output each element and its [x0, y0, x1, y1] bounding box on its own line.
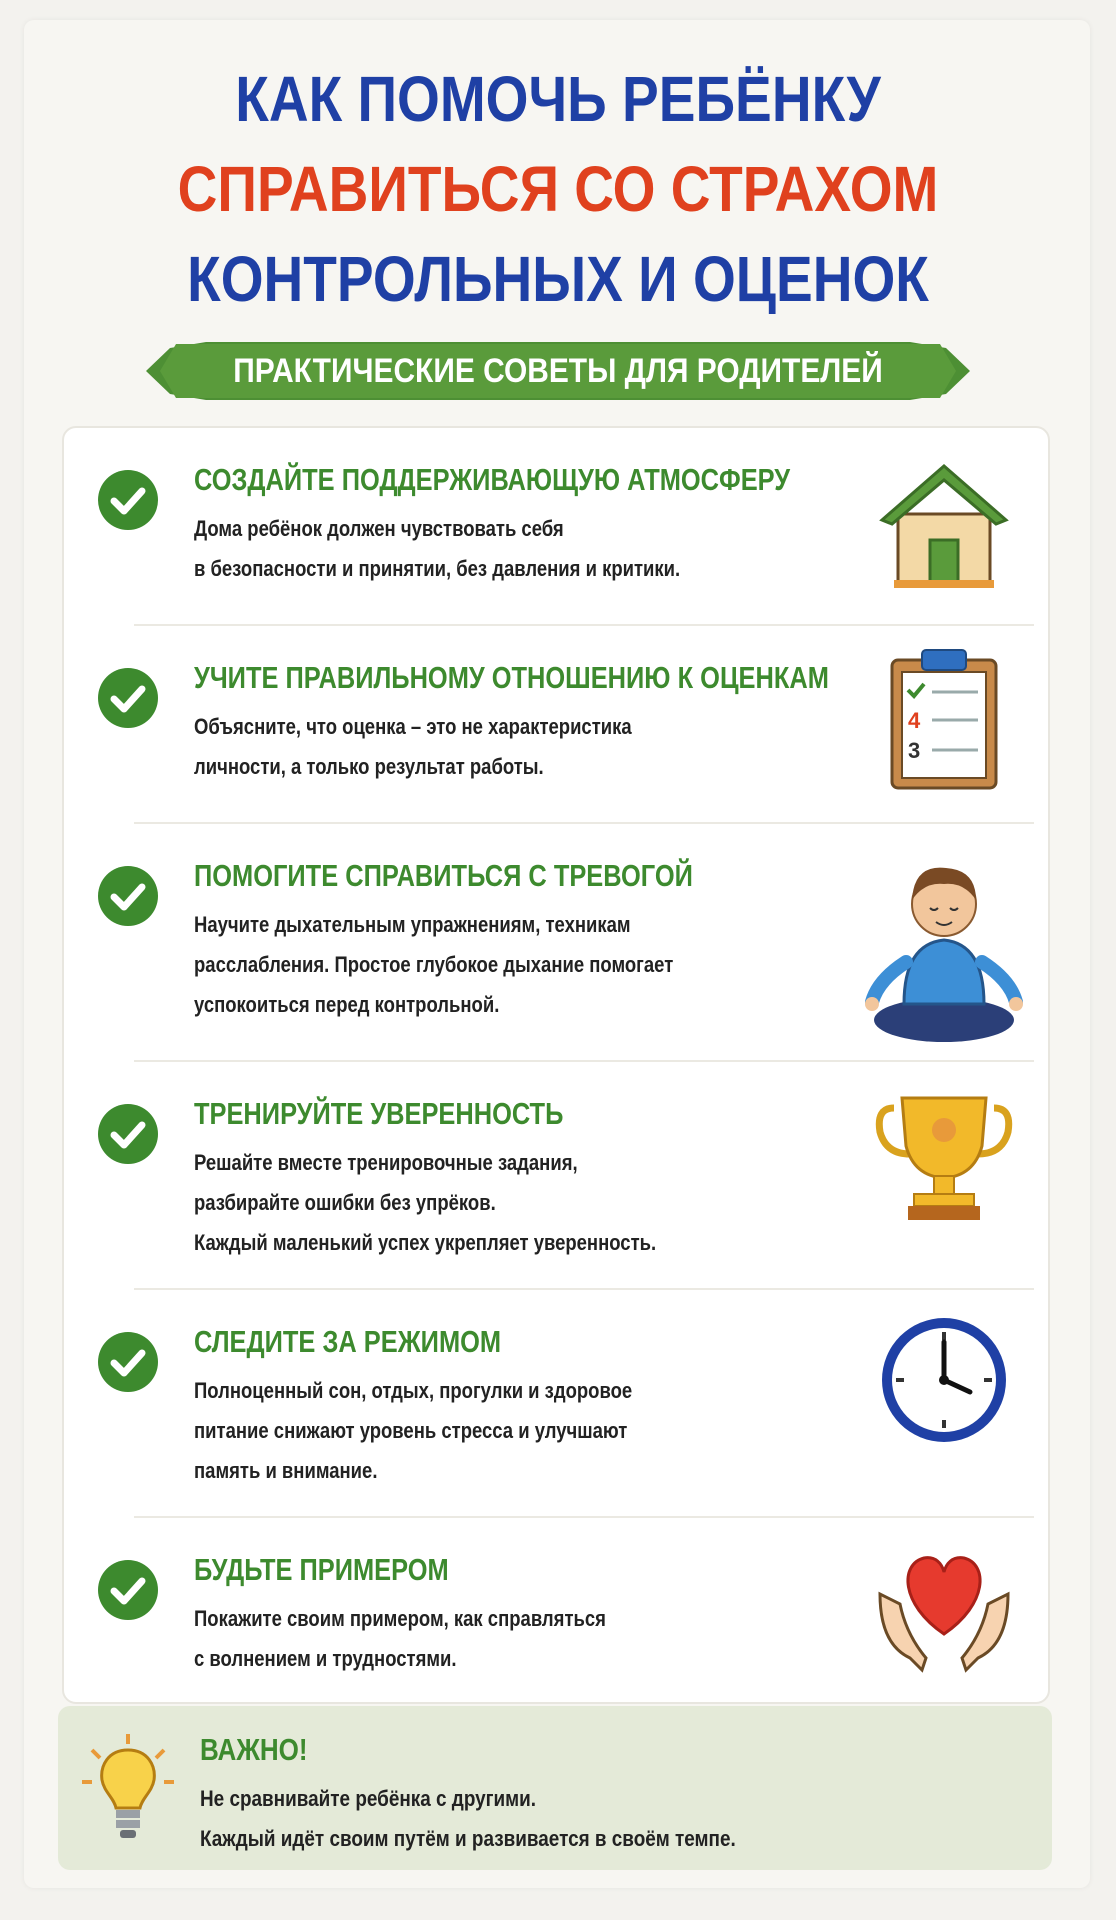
tip-item [64, 1062, 1048, 1288]
trophy-icon [874, 1088, 1014, 1228]
page-title-line-3: КОНТРОЛЬНЫХ И ОЦЕНОК [187, 243, 929, 315]
tip-title: УЧИТЕ ПРАВИЛЬНОМУ ОТНОШЕНИЮ К ОЦЕНКАМ [194, 660, 829, 695]
meditating-child-icon [864, 844, 1024, 1044]
tip-title: ПОМОГИТЕ СПРАВИТЬСЯ С ТРЕВОГОЙ [194, 858, 693, 893]
house-icon [874, 454, 1014, 594]
tips-list [62, 426, 1050, 1704]
tip-item [64, 626, 1048, 822]
tip-text-line: личности, а только результат работы. [194, 754, 544, 779]
tip-text-line: Полноценный сон, отдых, прогулки и здоровое [194, 1378, 633, 1403]
tip-text-line: успокоиться перед контрольной. [194, 992, 500, 1017]
note-text-line: Не сравнивайте ребёнка с другими. [200, 1786, 537, 1811]
tip-text-line: Решайте вместе тренировочные задания, [194, 1150, 578, 1175]
tip-text-line: разбирайте ошибки без упрёков. [194, 1190, 496, 1215]
check-icon [96, 666, 160, 730]
tip-text-line: Покажите своим примером, как справляться [194, 1606, 606, 1631]
check-icon [96, 1102, 160, 1166]
clipboard-grade-1: 4 [908, 708, 921, 733]
tip-title: БУДЬТЕ ПРИМЕРОМ [194, 1552, 449, 1587]
clipboard-icon [884, 644, 1004, 794]
subtitle-ribbon [146, 336, 970, 406]
tip-text-line: Каждый маленький успех укрепляет уверенность. [194, 1230, 657, 1255]
tip-item [64, 1290, 1048, 1516]
check-icon [96, 864, 160, 928]
important-note [58, 1706, 1052, 1870]
tip-title: СОЗДАЙТЕ ПОДДЕРЖИВАЮЩУЮ АТМОСФЕРУ [194, 462, 791, 497]
page-title-line-2: СПРАВИТЬСЯ СО СТРАХОМ [177, 153, 939, 225]
tip-item [64, 824, 1048, 1060]
check-icon [96, 1558, 160, 1622]
heart-in-hands-icon [870, 1534, 1018, 1674]
tip-text-line: с волнением и трудностями. [194, 1646, 457, 1671]
tip-text-line: Дома ребёнок должен чувствовать себя [194, 516, 564, 541]
tip-text-line: память и внимание. [194, 1458, 378, 1483]
tip-title: СЛЕДИТЕ ЗА РЕЖИМОМ [194, 1324, 502, 1359]
page-title-line-1: КАК ПОМОЧЬ РЕБЁНКУ [235, 63, 881, 135]
tip-text-line: Научите дыхательным упражнениям, техникам [194, 912, 631, 937]
note-text-line: Каждый идёт своим путём и развивается в своём темпе. [200, 1826, 736, 1851]
tip-text-line: питание снижают уровень стресса и улучшают [194, 1418, 628, 1443]
clock-icon [876, 1312, 1012, 1448]
tip-title: ТРЕНИРУЙТЕ УВЕРЕННОСТЬ [194, 1096, 564, 1131]
lightbulb-icon [80, 1732, 176, 1842]
tip-item [64, 1518, 1048, 1702]
tip-text-line: расслабления. Простое глубокое дыхание помогает [194, 952, 674, 977]
tip-text-line: в безопасности и принятии, без давления и критики. [194, 556, 681, 581]
check-icon [96, 1330, 160, 1394]
check-icon [96, 468, 160, 532]
subtitle-text: ПРАКТИЧЕСКИЕ СОВЕТЫ ДЛЯ РОДИТЕЛЕЙ [233, 352, 883, 390]
note-title: ВАЖНО! [200, 1732, 308, 1767]
tip-item [64, 428, 1048, 624]
tip-text-line: Объясните, что оценка – это не характеристика [194, 714, 632, 739]
clipboard-grade-2: 3 [908, 738, 921, 763]
